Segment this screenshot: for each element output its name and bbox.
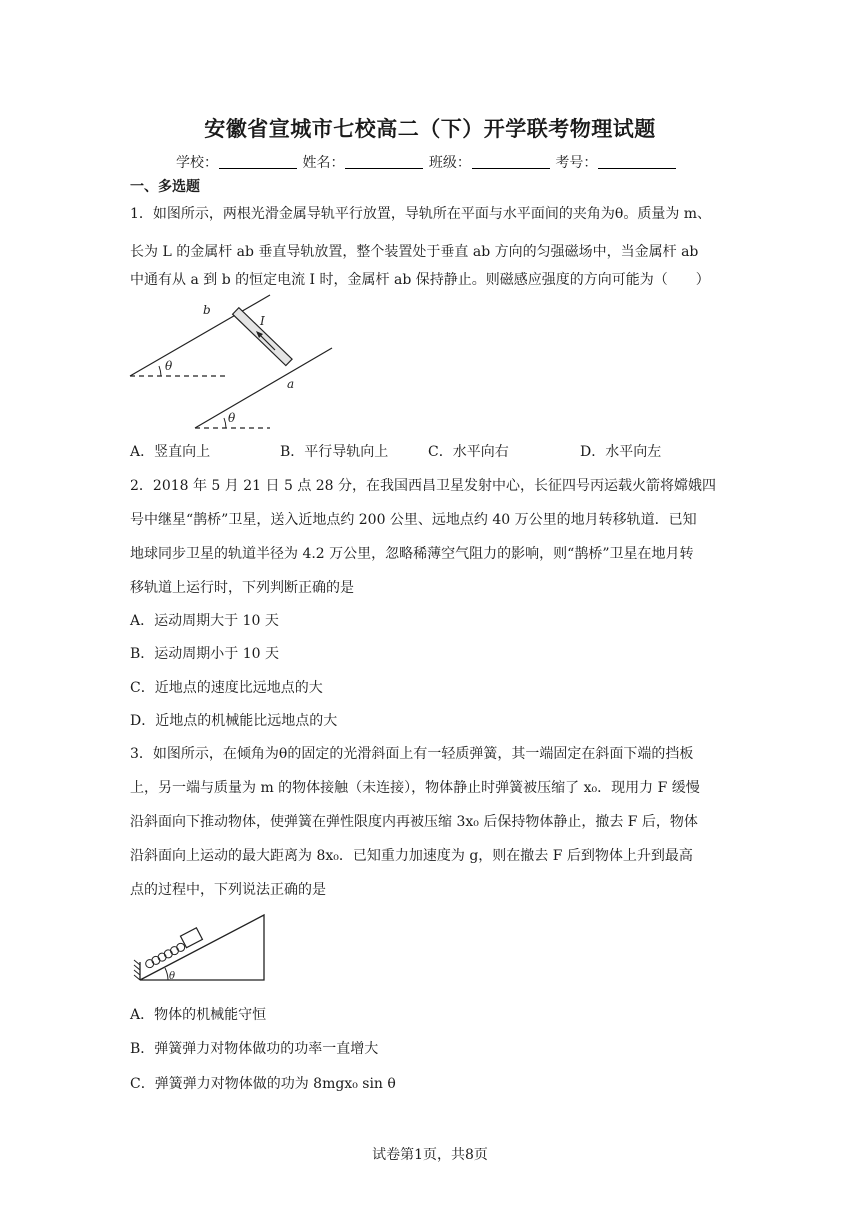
q1-line-3: 中通有从 a 到 b 的恒定电流 I 时，金属杆 ab 保持静止。则磁感应强度的方向可能为（ ） xyxy=(130,272,710,288)
section-title: 一、多选题 xyxy=(130,179,200,195)
q1-option-b[interactable]: B．平行导轨向上 xyxy=(280,444,389,460)
q3-option-b[interactable]: B．弹簧弹力对物体做功的功率一直增大 xyxy=(130,1041,379,1057)
q3-line-2: 上，另一端与质量为 m 的物体接触（未连接），物体静止时弹簧被压缩了 x₀．现用力 F 缓慢 xyxy=(130,780,700,796)
q3-line-4: 沿斜面向上运动的最大距离为 8x₀．已知重力加速度为 g，则在撤去 F 后到物体上升到最高 xyxy=(130,848,693,864)
q1-figure-rails xyxy=(125,290,340,435)
school-label: 学校： xyxy=(176,155,218,171)
q3-option-c[interactable]: C．弹簧弹力对物体做的功为 8mgx₀ sin θ xyxy=(130,1076,396,1092)
q3-line-5: 点的过程中，下列说法正确的是 xyxy=(130,882,326,898)
q1-option-a[interactable]: A．竖直向上 xyxy=(130,444,211,460)
q3-label-theta: θ xyxy=(169,971,176,982)
q1-line-2: 长为 L 的金属杆 ab 垂直导轨放置，整个装置处于垂直 ab 方向的匀强磁场中，当金属杆 ab xyxy=(130,244,699,260)
q2-line-3: 地球同步卫星的轨道半径为 4.2 万公里，忽略稀薄空气阻力的影响，则“鹊桥”卫星在地月转 xyxy=(130,546,694,562)
class-blank[interactable] xyxy=(472,155,550,169)
q1-label-a: a xyxy=(287,377,295,391)
number-blank[interactable] xyxy=(598,155,676,169)
q1-label-theta1: θ xyxy=(165,359,173,373)
q1-label-theta2: θ xyxy=(228,411,236,425)
page-title: 安徽省宣城市七校高二（下）开学联考物理试题 xyxy=(204,117,656,141)
q1-option-c[interactable]: C．水平向右 xyxy=(428,444,509,460)
q3-option-a[interactable]: A．物体的机械能守恒 xyxy=(130,1007,267,1023)
q3-line-3: 沿斜面向下推动物体，使弹簧在弹性限度内再被压缩 3x₀ 后保持物体静止，撤去 F 后，物体 xyxy=(130,814,698,830)
q1-option-d[interactable]: D．水平向左 xyxy=(580,444,662,460)
q2-line-2: 号中继星“鹊桥”卫星，送入近地点约 200 公里、远地点约 40 万公里的地月转移轨道．已知 xyxy=(130,512,697,528)
q2-line-1: 2．2018 年 5 月 21 日 5 点 28 分，在我国西昌卫星发射中心，长征四号丙运载火箭将嫦娥四 xyxy=(130,478,717,494)
name-blank[interactable] xyxy=(345,155,423,169)
q1-label-b: b xyxy=(203,303,211,317)
number-label: 考号： xyxy=(555,155,598,171)
name-label: 姓名： xyxy=(302,155,345,171)
q2-line-4: 移轨道上运行时，下列判断正确的是 xyxy=(130,580,354,596)
q1-line-1: 1．如图所示，两根光滑金属导轨平行放置，导轨所在平面与水平面间的夹角为θ。质量为 m、 xyxy=(130,206,712,222)
q2-option-b[interactable]: B．运动周期小于 10 天 xyxy=(130,646,280,662)
class-label: 班级： xyxy=(428,155,471,171)
q2-option-d[interactable]: D．近地点的机械能比远地点的大 xyxy=(130,713,338,729)
page-footer: 试卷第1页，共8页 xyxy=(372,1147,488,1163)
q3-figure-incline xyxy=(130,910,275,988)
school-blank[interactable] xyxy=(219,155,297,169)
q2-option-a[interactable]: A．运动周期大于 10 天 xyxy=(130,613,279,629)
q1-label-i: I xyxy=(260,314,265,328)
q3-line-1: 3．如图所示，在倾角为θ的固定的光滑斜面上有一轻质弹簧，其一端固定在斜面下端的挡板 xyxy=(130,746,694,762)
q2-option-c[interactable]: C．近地点的速度比远地点的大 xyxy=(130,680,323,696)
student-info-row xyxy=(176,152,677,172)
